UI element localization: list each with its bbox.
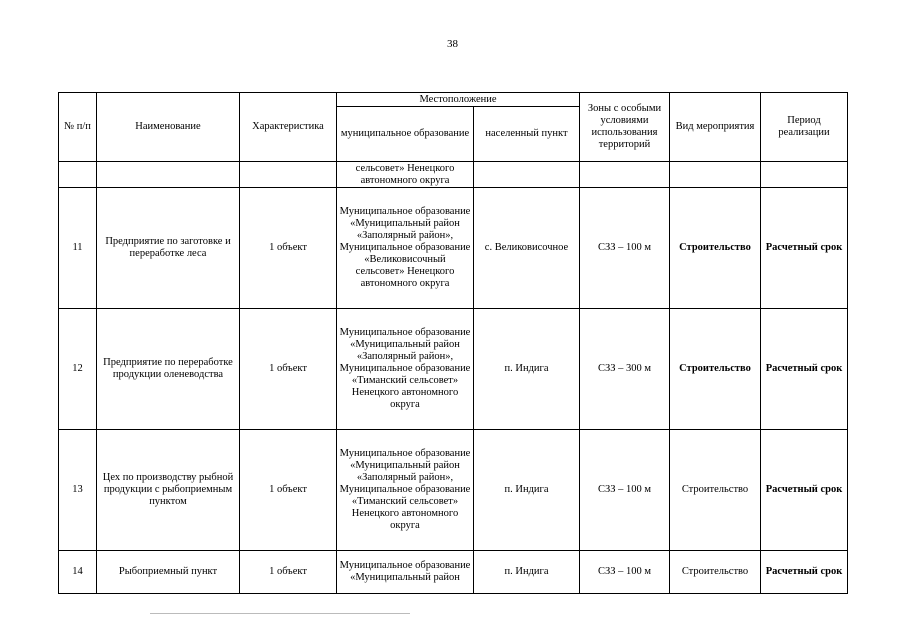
cell-zone: СЗЗ – 300 м (580, 309, 670, 430)
table-row (59, 309, 848, 430)
header-characteristic: Характеристика (240, 93, 337, 162)
header-location: Местоположение (337, 93, 580, 107)
cell-name: Рыбоприемный пункт (97, 551, 240, 594)
cell-municipality: Муниципальное образование «Муниципальный район (337, 551, 474, 594)
cell-municipality: Муниципальное образование «Муниципальный район «Заполярный район», Муниципальное образование «Великовисочный сельсовет» Ненецкого автономного округа (337, 188, 474, 309)
cell-municipality: Муниципальное образование «Муниципальный район «Заполярный район», Муниципальное образование «Тиманский сельсовет» Ненецкого автономного округа (337, 309, 474, 430)
cell-num: 11 (59, 188, 97, 309)
cell-period: Расчетный срок (761, 309, 848, 430)
cell-activity: Строительство (670, 430, 761, 551)
cell-period: Расчетный срок (761, 188, 848, 309)
table-row-continuation (59, 162, 848, 188)
cell-activity: Строительство (670, 551, 761, 594)
cell-num: 12 (59, 309, 97, 430)
cell-zone: СЗЗ – 100 м (580, 551, 670, 594)
header-municipality: муниципальное образование (337, 107, 474, 162)
header-num: № п/п (59, 93, 97, 162)
cell-zone: СЗЗ – 100 м (580, 430, 670, 551)
objects-table (58, 92, 848, 594)
cell-period: Расчетный срок (761, 551, 848, 594)
cell-activity: Строительство (670, 188, 761, 309)
header-settlement: населенный пункт (474, 107, 580, 162)
cell-name: Цех по производству рыбной продукции с рыбоприемным пунктом (97, 430, 240, 551)
page-number: 38 (447, 38, 458, 50)
cell-characteristic: 1 объект (240, 188, 337, 309)
table-row (59, 551, 848, 594)
cell-characteristic: 1 объект (240, 309, 337, 430)
scan-artifact-line (150, 613, 410, 614)
cell-name: Предприятие по заготовке и переработке леса (97, 188, 240, 309)
cell-characteristic: 1 объект (240, 551, 337, 594)
header-period: Период реализации (761, 93, 848, 162)
cell-num: 14 (59, 551, 97, 594)
cell-period: Расчетный срок (761, 430, 848, 551)
cell-characteristic: 1 объект (240, 430, 337, 551)
cell-num: 13 (59, 430, 97, 551)
cell-municipality: сельсовет» Ненецкого автономного округа (337, 162, 474, 188)
cell-zone: СЗЗ – 100 м (580, 188, 670, 309)
cell-settlement: п. Индига (474, 551, 580, 594)
cell-name: Предприятие по переработке продукции оленеводства (97, 309, 240, 430)
cell-settlement: с. Великовисочное (474, 188, 580, 309)
table-row (59, 188, 848, 309)
header-zones: Зоны с особыми условиями использования территорий (580, 93, 670, 162)
cell-activity: Строительство (670, 309, 761, 430)
header-activity: Вид мероприятия (670, 93, 761, 162)
table-row (59, 430, 848, 551)
cell-settlement: п. Индига (474, 430, 580, 551)
cell-municipality: Муниципальное образование «Муниципальный район «Заполярный район», Муниципальное образование «Тиманский сельсовет» Ненецкого автономного округа (337, 430, 474, 551)
cell-settlement: п. Индига (474, 309, 580, 430)
header-name: Наименование (97, 93, 240, 162)
